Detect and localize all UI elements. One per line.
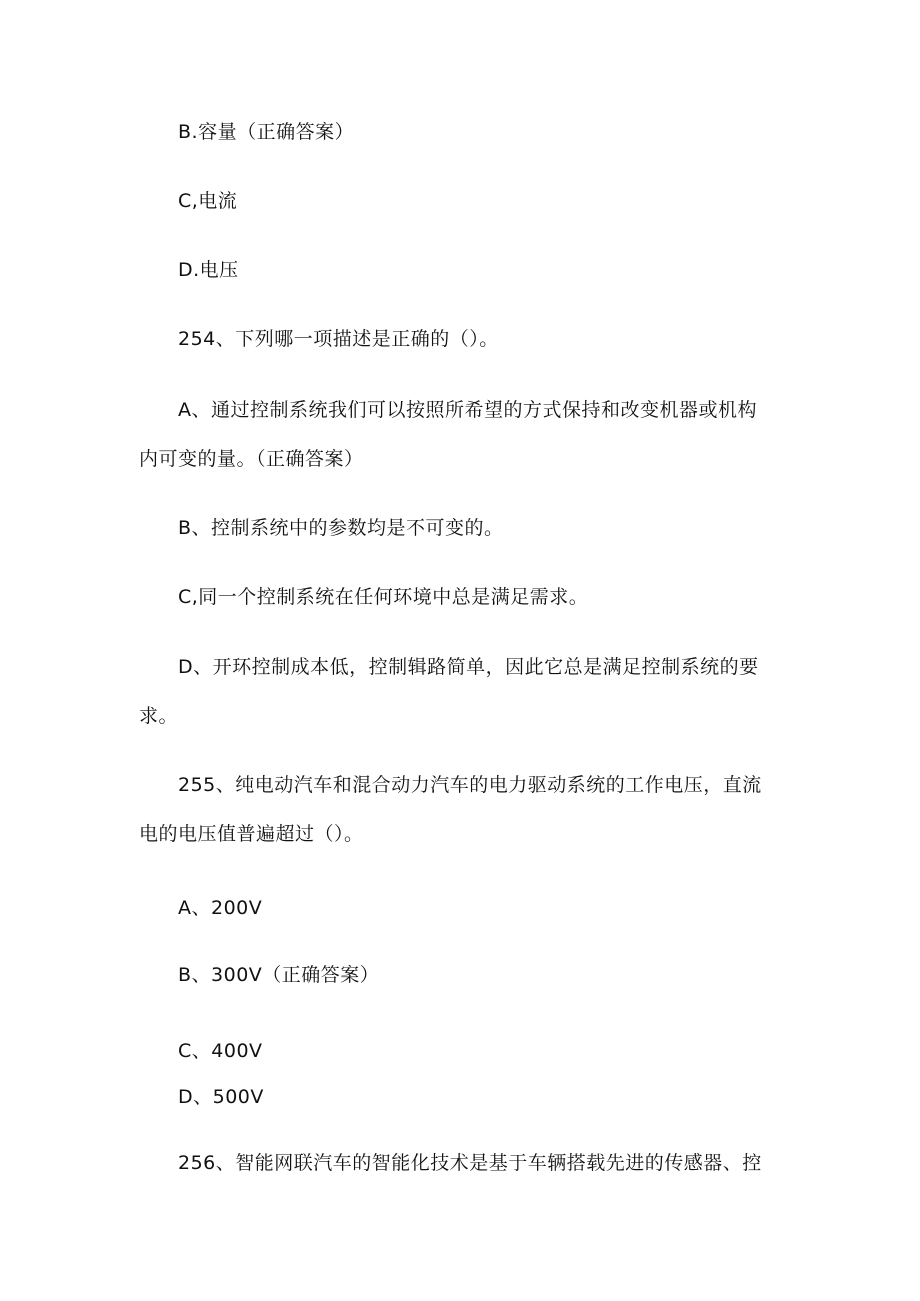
q255-option-d: D、500V	[178, 1086, 264, 1108]
q254-option-b: B、控制系统中的参数均是不可变的。	[178, 517, 504, 539]
option-c-current: C,电流	[178, 190, 238, 212]
question-256-line1: 256、智能网联汽车的智能化技术是基于车辆搭载先进的传感器、控	[178, 1152, 762, 1174]
q255-option-a: A、200V	[178, 897, 263, 919]
question-255-line1: 255、纯电动汽车和混合动力汽车的电力驱动系统的工作电压，直流	[178, 774, 762, 796]
question-255-line2: 电的电压值普遍超过（）。	[139, 823, 364, 845]
q254-option-c: C,同一个控制系统在任何环境中总是满足需求。	[178, 586, 589, 608]
q255-option-b-correct: B、300V（正确答案）	[178, 964, 380, 986]
q254-option-d-line2: 求。	[139, 705, 179, 727]
question-254: 254、下列哪一项描述是正确的（）。	[178, 328, 499, 350]
q254-option-a-line1: A、通过控制系统我们可以按照所希望的方式保持和改变机器或机构	[178, 399, 757, 421]
option-d-voltage: D.电压	[178, 259, 239, 281]
q254-option-a-line2: 内可变的量。（正确答案）	[139, 448, 364, 470]
q255-option-c: C、400V	[178, 1040, 263, 1062]
q254-option-d-line1: D、开环控制成本低，控制辑路简单，因此它总是满足控制系统的要	[178, 656, 759, 678]
option-b-capacity-correct: B.容量（正确答案）	[178, 121, 355, 143]
